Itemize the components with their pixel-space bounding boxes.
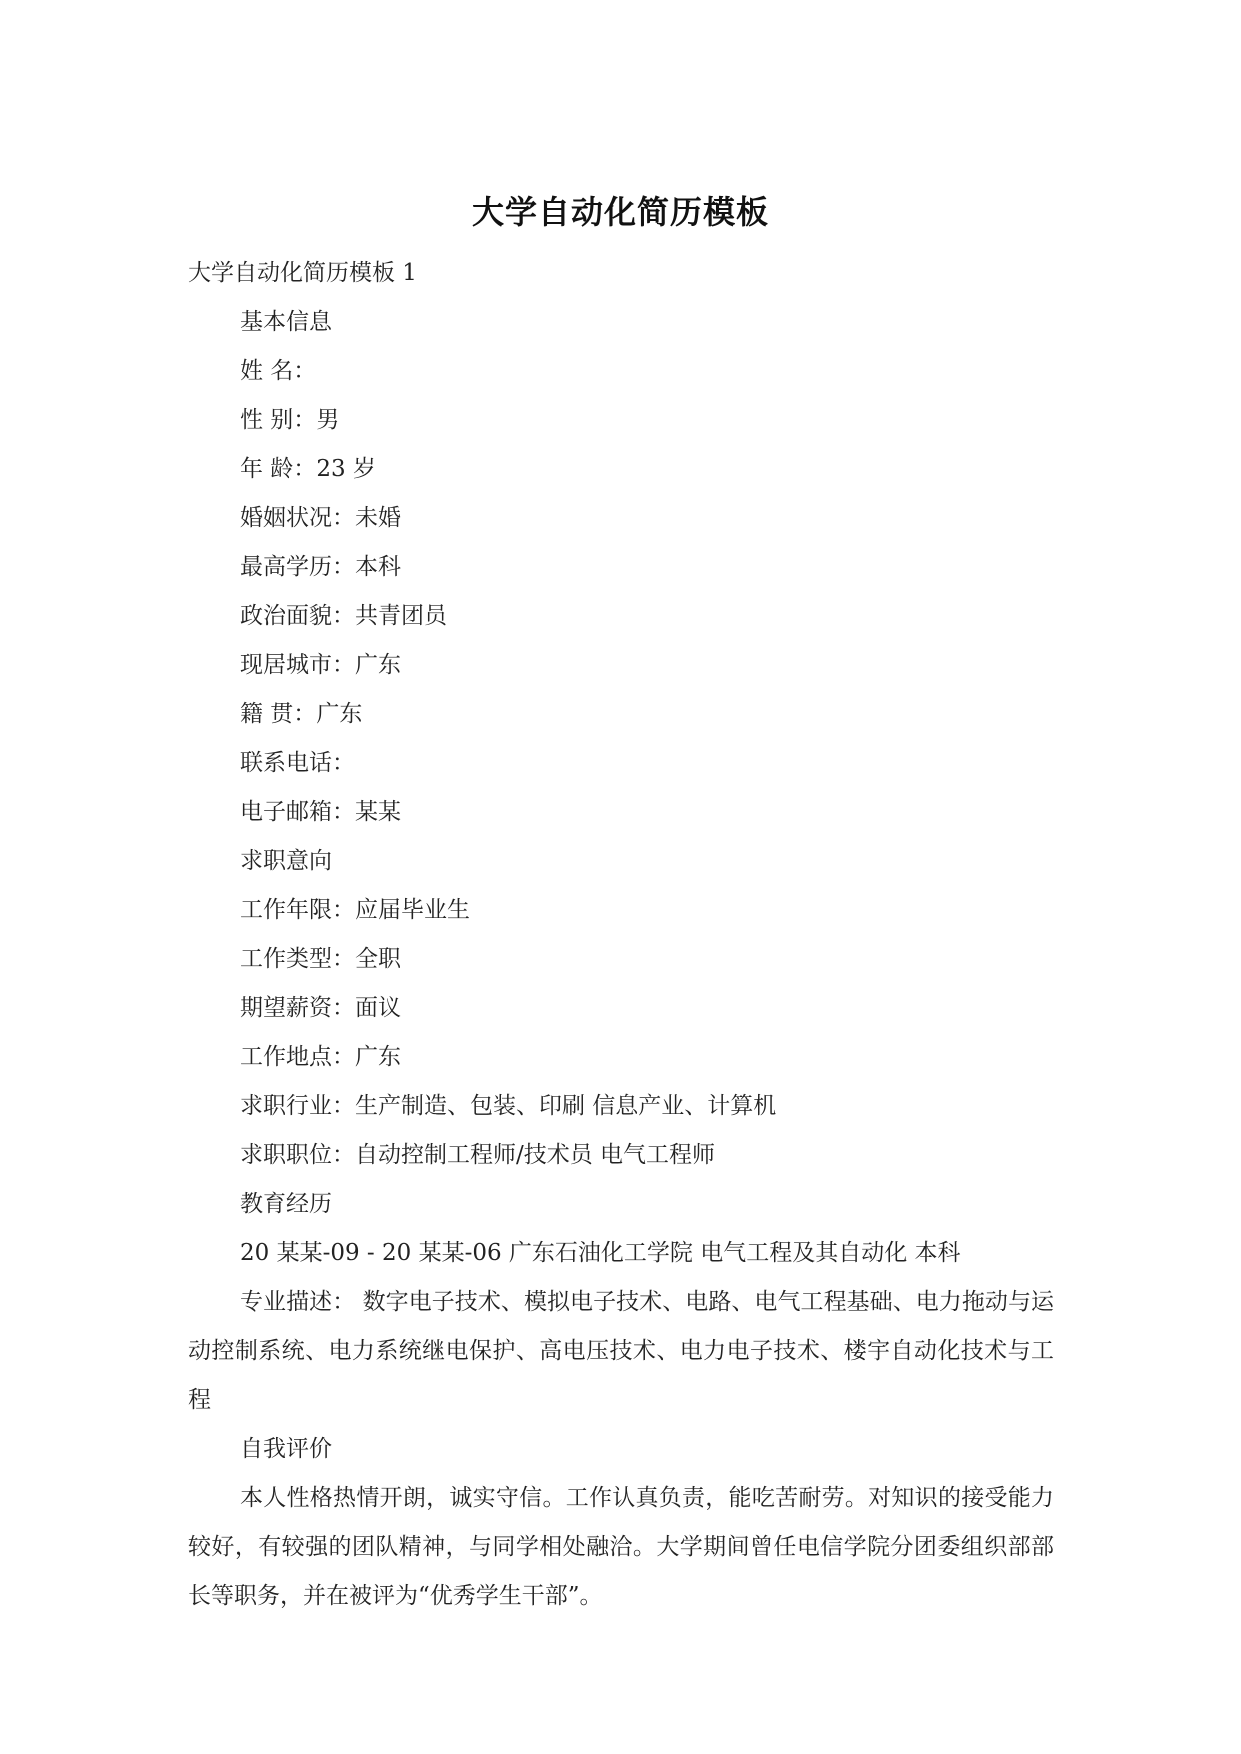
field-value: 广东 — [316, 701, 363, 727]
field-native-place — [188, 690, 1054, 739]
major-description: 专业描述： 数字电子技术、模拟电子技术、电路、电气工程基础、电力拖动与运动控制系统、电力系统继电保护、高电压技术、电力电子技术、楼宇自动化技术与工程 — [188, 1289, 1054, 1413]
field-highest-degree — [188, 543, 1054, 592]
field-label: 联系电话： — [240, 750, 355, 776]
section-heading-basic-info: 基本信息 — [240, 309, 332, 335]
field-expected-salary — [188, 984, 1054, 1033]
section-heading-job-intent: 求职意向 — [240, 848, 332, 874]
field-industry — [188, 1082, 1054, 1131]
resume-subtitle: 大学自动化简历模板 1 — [188, 260, 417, 286]
field-label: 工作年限： — [240, 897, 355, 923]
field-label: 求职行业： — [240, 1093, 355, 1119]
field-gender — [188, 396, 1054, 445]
field-phone — [188, 739, 1054, 788]
field-value: 面议 — [355, 995, 401, 1021]
field-work-years — [188, 886, 1054, 935]
field-value: 全职 — [355, 946, 401, 972]
field-label: 现居城市： — [240, 652, 355, 678]
field-label: 姓 名： — [240, 358, 317, 384]
field-value: 未婚 — [355, 505, 401, 531]
field-value: 某某 — [355, 799, 401, 825]
field-label: 期望薪资： — [240, 995, 355, 1021]
document-title: 大学自动化简历模板 — [471, 193, 769, 231]
field-political-status — [188, 592, 1054, 641]
field-value: 23 岁 — [316, 456, 376, 482]
field-label: 籍 贯： — [240, 701, 317, 727]
education-entry: 20 某某-09 - 20 某某-06 广东石油化工学院 电气工程及其自动化 本科 — [240, 1240, 961, 1266]
field-current-city — [188, 641, 1054, 690]
document-body — [188, 249, 1054, 1621]
field-label: 工作类型： — [240, 946, 355, 972]
field-label: 性 别： — [240, 407, 317, 433]
field-value: 应届毕业生 — [355, 897, 470, 923]
field-name — [188, 347, 1054, 396]
field-position — [188, 1131, 1054, 1180]
field-value: 男 — [316, 407, 340, 433]
field-value: 广东 — [355, 652, 401, 678]
field-value: 自动控制工程师/技术员 电气工程师 — [355, 1142, 716, 1168]
field-email — [188, 788, 1054, 837]
field-label: 最高学历： — [240, 554, 355, 580]
field-label: 工作地点： — [240, 1044, 355, 1070]
section-heading-self-evaluation: 自我评价 — [240, 1436, 332, 1462]
field-label: 年 龄： — [240, 456, 317, 482]
field-value: 共青团员 — [355, 603, 447, 629]
field-work-location — [188, 1033, 1054, 1082]
field-label: 电子邮箱： — [240, 799, 355, 825]
field-value: 生产制造、包装、印刷 信息产业、计算机 — [355, 1093, 777, 1119]
field-label: 政治面貌： — [240, 603, 355, 629]
field-label: 婚姻状况： — [240, 505, 355, 531]
field-marital-status — [188, 494, 1054, 543]
self-evaluation-text: 本人性格热情开朗，诚实守信。工作认真负责，能吃苦耐劳。对知识的接受能力较好，有较强的团队精神，与同学相处融洽。大学期间曾任电信学院分团委组织部部长等职务，并在被评为“优秀学生干部”。 — [188, 1485, 1054, 1609]
field-work-type — [188, 935, 1054, 984]
section-heading-education: 教育经历 — [240, 1191, 332, 1217]
field-value: 本科 — [355, 554, 401, 580]
field-label: 求职职位： — [240, 1142, 355, 1168]
field-age — [188, 445, 1054, 494]
field-value: 广东 — [355, 1044, 401, 1070]
